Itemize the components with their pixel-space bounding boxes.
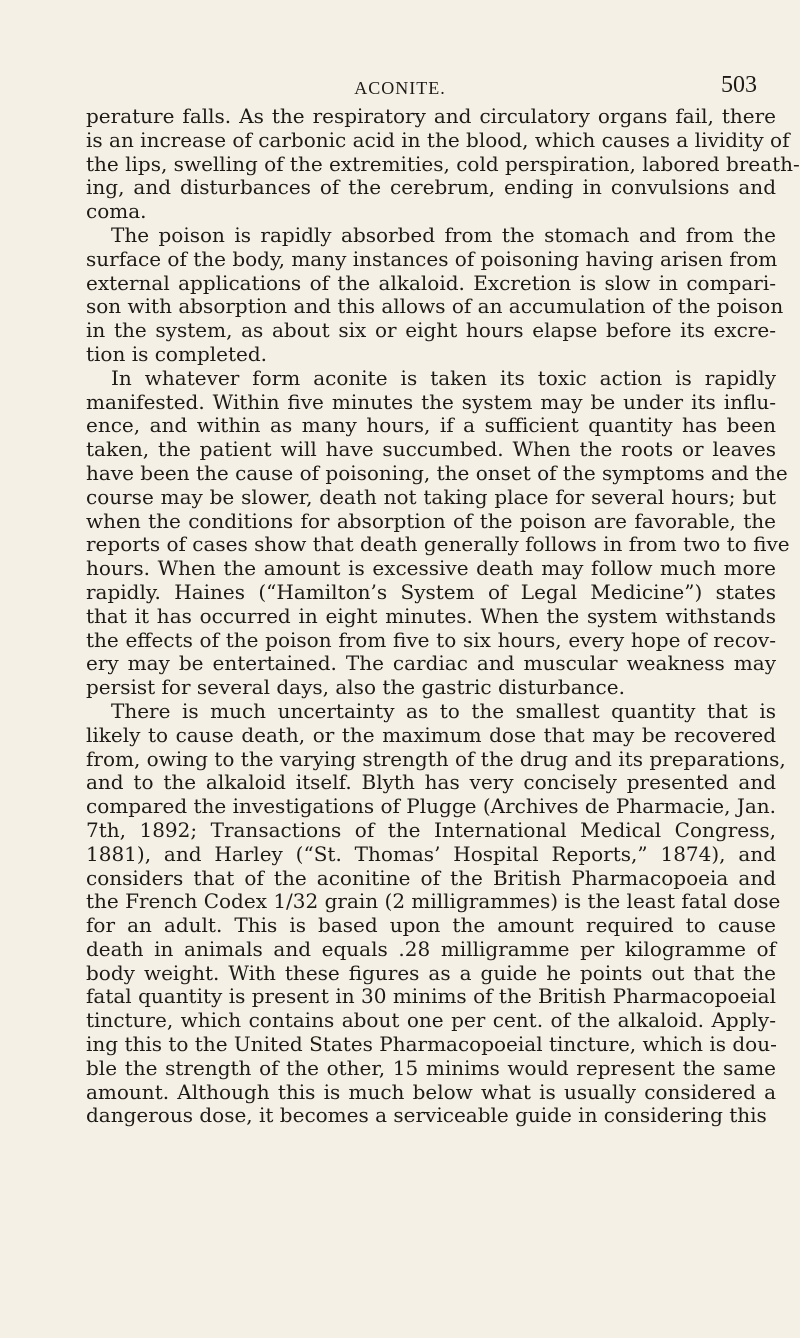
paragraph — [86, 222, 784, 367]
text-line: course may be slower, death not taking place for several hours; but — [86, 484, 776, 509]
text-line: dangerous dose, it becomes a serviceable guide in considering this — [86, 1103, 767, 1128]
text-line: hours. When the amount is excessive death may follow much more — [86, 556, 776, 581]
text-line: amount. Although this is much below what is usually considered a — [86, 1079, 776, 1104]
text-line: ble the strength of the other, 15 minims would represent the same — [86, 1055, 776, 1080]
text-line: considers that of the aconitine of the British Pharmacopoeia and — [86, 865, 776, 890]
text-line: manifested. Within five minutes the system may be under its influ- — [86, 389, 776, 414]
text-line: 1881), and Harley (“St. Thomas’ Hospital Reports,” 1874), and — [86, 841, 776, 866]
text-line: that it has occurred in eight minutes. When the system withstands — [86, 603, 776, 628]
text-line: and to the alkaloid itself. Blyth has very concisely presented and — [86, 770, 776, 795]
text-line: ing, and disturbances of the cerebrum, ending in convulsions and — [86, 175, 776, 200]
text-line: ence, and within as many hours, if a sufficient quantity has been — [86, 413, 776, 438]
text-line: taken, the patient will have succumbed. When the roots or leaves — [86, 437, 776, 462]
text-line: In whatever form aconite is taken its toxic action is rapidly — [111, 365, 776, 390]
text-line: death in animals and equals .28 milligramme per kilogramme of — [86, 936, 776, 961]
text-line: external applications of the alkaloid. Excretion is slow in compari- — [86, 270, 776, 295]
text-line: persist for several days, also the gastric disturbance. — [86, 675, 625, 700]
text-line: The poison is rapidly absorbed from the stomach and from the — [111, 222, 776, 247]
body-text — [86, 104, 800, 1128]
text-line: compared the investigations of Plugge (Archives de Pharmacie, Jan. — [86, 794, 776, 819]
text-line: tincture, which contains about one per cent. of the alkaloid. Apply- — [86, 1008, 776, 1033]
text-line: son with absorption and this allows of an accumulation of the poison — [86, 294, 784, 319]
paragraph — [86, 104, 800, 224]
text-line: in the system, as about six or eight hours elapse before its excre- — [86, 318, 776, 343]
text-line: There is much uncertainty as to the smallest quantity that is — [111, 698, 776, 723]
text-line: have been the cause of poisoning, the onset of the symptoms and the — [86, 460, 788, 485]
text-line: tion is completed. — [86, 341, 268, 366]
page-number: 503 — [721, 72, 757, 98]
paragraph — [86, 365, 790, 700]
text-line: the French Codex 1/32 grain (2 milligrammes) is the least fatal dose — [86, 889, 781, 914]
text-line: the lips, swelling of the extremities, cold perspiration, labored breath- — [86, 151, 800, 176]
text-line: when the conditions for absorption of the poison are favorable, the — [86, 508, 776, 533]
text-line: is an increase of carbonic acid in the blood, which causes a lividity of — [86, 127, 790, 152]
text-line: surface of the body, many instances of poisoning having arisen from — [86, 246, 778, 271]
text-line: for an adult. This is based upon the amount required to cause — [86, 913, 776, 938]
text-line: 7th, 1892; Transactions of the International Medical Congress, — [86, 817, 776, 842]
text-line: fatal quantity is present in 30 minims of the British Pharmacopoeial — [86, 984, 776, 1009]
text-line: perature falls. As the respiratory and circulatory organs fail, there — [86, 104, 776, 128]
text-line: ing this to the United States Pharmacopoeial tincture, which is dou- — [86, 1032, 777, 1057]
text-line: likely to cause death, or the maximum dose that may be recovered — [86, 722, 776, 747]
paragraph — [86, 698, 786, 1128]
text-line: the effects of the poison from five to six hours, every hope of recov- — [86, 627, 776, 652]
text-line: reports of cases show that death generally follows in from two to five — [86, 532, 790, 557]
text-line: body weight. With these figures as a guide he points out that the — [86, 960, 776, 985]
text-line: coma. — [86, 199, 147, 224]
text-line: ery may be entertained. The cardiac and muscular weakness may — [86, 651, 776, 676]
running-head: ACONITE. — [354, 78, 446, 98]
text-line: rapidly. Haines (“Hamilton’s System of Legal Medicine”) states — [86, 579, 776, 604]
text-line: from, owing to the varying strength of the drug and its preparations, — [86, 746, 786, 771]
